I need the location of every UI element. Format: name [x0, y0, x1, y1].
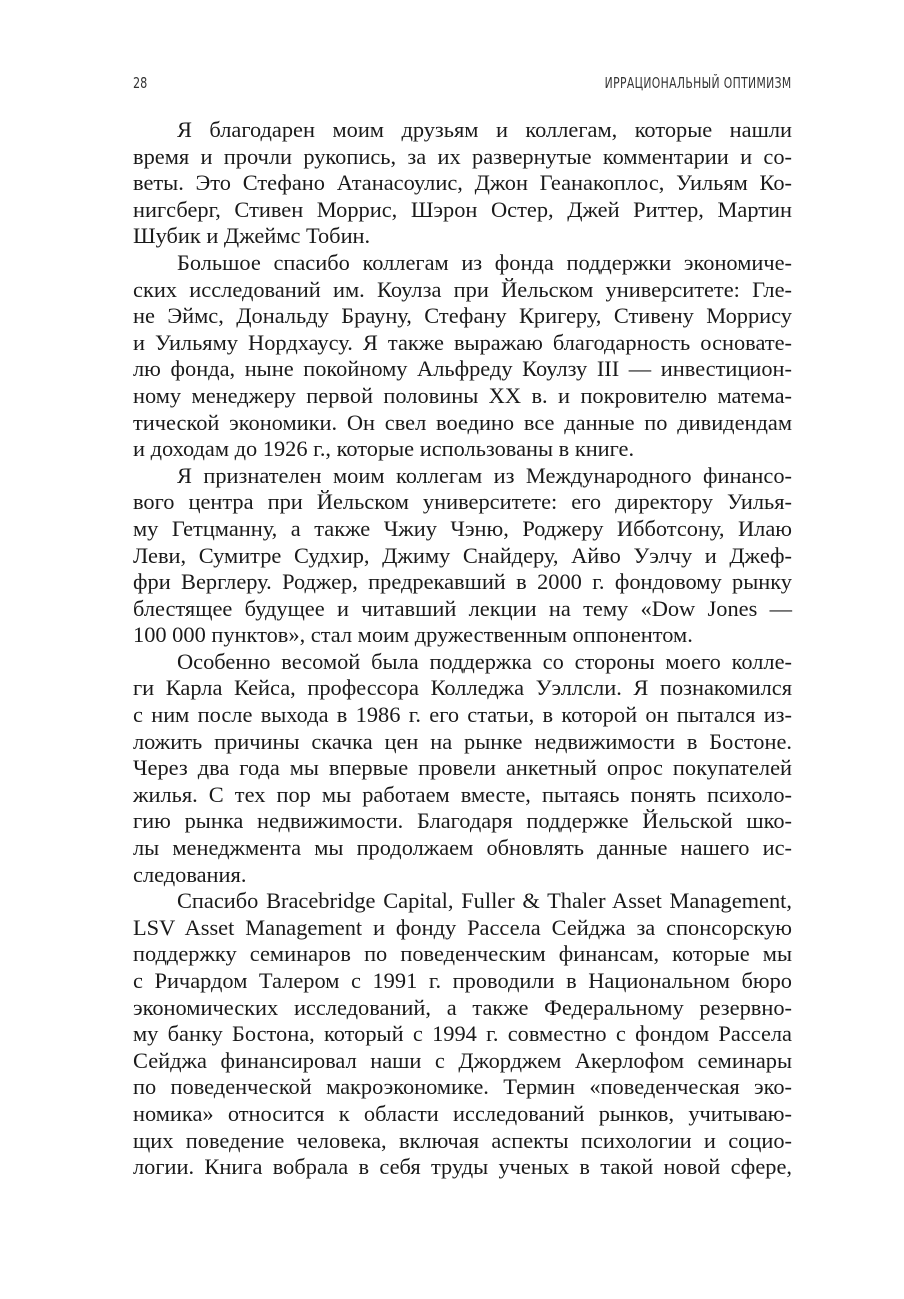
text-line: время и прочли рукопись, за их развернутые комментарии и со- — [133, 143, 792, 169]
text-line: LSV Asset Management и фонду Рассела Сейджа за спонсорскую — [133, 914, 792, 940]
text-line: и доходам до 1926 г., которые использованы в книге. — [133, 436, 635, 462]
text-line: нигсберг, Стивен Моррис, Шэрон Остер, Джей Риттер, Мартин — [133, 196, 792, 222]
text-line: 100 000 пунктов», стал моим дружественным оппонентом. — [133, 622, 693, 648]
running-title: ИРРАЦИОНАЛЬНЫЙ ОПТИМИЗМ — [605, 74, 792, 92]
paragraph-international-finance-center — [133, 463, 792, 649]
text-line: номика» относится к области исследований рынков, учитываю- — [133, 1100, 792, 1126]
paragraph-karl-case — [133, 649, 792, 888]
text-line: вого центра при Йельском университете: его директору Уилья- — [133, 489, 792, 515]
text-line: и Уильяму Нордхаусу. Я также выражаю благодарность основате- — [133, 329, 792, 355]
text-line: экономических исследований, а также Федеральному резервно- — [133, 994, 792, 1020]
text-line: гию рынка недвижимости. Благодаря поддержке Йельской шко- — [133, 808, 792, 834]
text-line: логии. Книга вобрала в себя труды ученых в такой новой сфере, — [133, 1154, 792, 1180]
paragraph-acknowledgement-friends — [133, 117, 792, 250]
text-line: щих поведение человека, включая аспекты психологии и социо- — [133, 1127, 792, 1153]
text-line: тической экономики. Он свел воедино все данные по дивидендам — [133, 409, 792, 435]
text-line: с ним после выхода в 1986 г. его статьи, в которой он пытался из- — [133, 702, 792, 728]
text-line: Шубик и Джеймс Тобин. — [133, 223, 371, 249]
text-line: Леви, Сумитре Судхир, Джиму Снайдеру, Айво Уэлчу и Джеф- — [133, 542, 792, 568]
text-line: Я признателен моим коллегам из Международного финансо- — [177, 462, 792, 488]
text-line: Особенно весомой была поддержка со стороны моего колле- — [177, 648, 792, 674]
text-line: лы менеджмента мы продолжаем обновлять данные нашего ис- — [133, 835, 792, 861]
text-line: не Эймс, Дональду Брауну, Стефану Кригеру, Стивену Моррису — [133, 303, 792, 329]
text-line: Сейджа финансировал наши с Джорджем Акерлофом семинары — [133, 1047, 792, 1073]
text-line: му банку Бостона, который с 1994 г. совместно с фондом Рассела — [133, 1021, 792, 1047]
text-line: Большое спасибо коллегам из фонда поддержки экономиче- — [177, 249, 792, 275]
text-line: ному менеджеру первой половины XX в. и покровителю матема- — [133, 382, 792, 408]
paragraph-cowles-foundation — [133, 250, 792, 463]
text-line: ложить причины скачка цен на рынке недвижимости в Бостоне. — [133, 728, 792, 754]
text-line: поддержку семинаров по поведенческим финансам, которые мы — [133, 941, 792, 967]
text-line: лю фонда, ныне покойному Альфреду Коулзу III — инвестицион- — [133, 356, 792, 382]
text-line: жилья. С тех пор мы работаем вместе, пытаясь понять психоло- — [133, 781, 792, 807]
paragraph-sponsors — [133, 888, 792, 1181]
text-line: следования. — [133, 861, 247, 887]
page-number: 28 — [133, 74, 148, 92]
text-line: му Гетцманну, а также Чжиу Чэню, Роджеру Ибботсону, Илаю — [133, 515, 792, 541]
text-line: Через два года мы впервые провели анкетный опрос покупателей — [133, 755, 792, 781]
text-line: ги Карла Кейса, профессора Колледжа Уэллсли. Я познакомился — [133, 675, 792, 701]
text-line: веты. Это Стефано Атанасоулис, Джон Геанакоплос, Уильям Ко- — [133, 170, 792, 196]
body-text — [133, 117, 792, 1181]
text-line: Я благодарен моим друзьям и коллегам, которые нашли — [177, 117, 792, 142]
text-line: с Ричардом Талером с 1991 г. проводили в Национальном бюро — [133, 968, 792, 993]
text-line: по поведенческой макроэкономике. Термин «поведенческая эко- — [133, 1074, 792, 1100]
text-line: ских исследований им. Коулза при Йельском университете: Гле- — [133, 276, 792, 302]
text-line: фри Верглеру. Роджер, предрекавший в 2000 г. фондовому рынку — [133, 569, 792, 595]
text-line: Спасибо Bracebridge Capital, Fuller & Thaler Asset Management, — [177, 888, 792, 914]
running-header — [133, 74, 792, 100]
text-line: блестящее будущее и читавший лекции на тему «Dow Jones — — [133, 595, 792, 621]
